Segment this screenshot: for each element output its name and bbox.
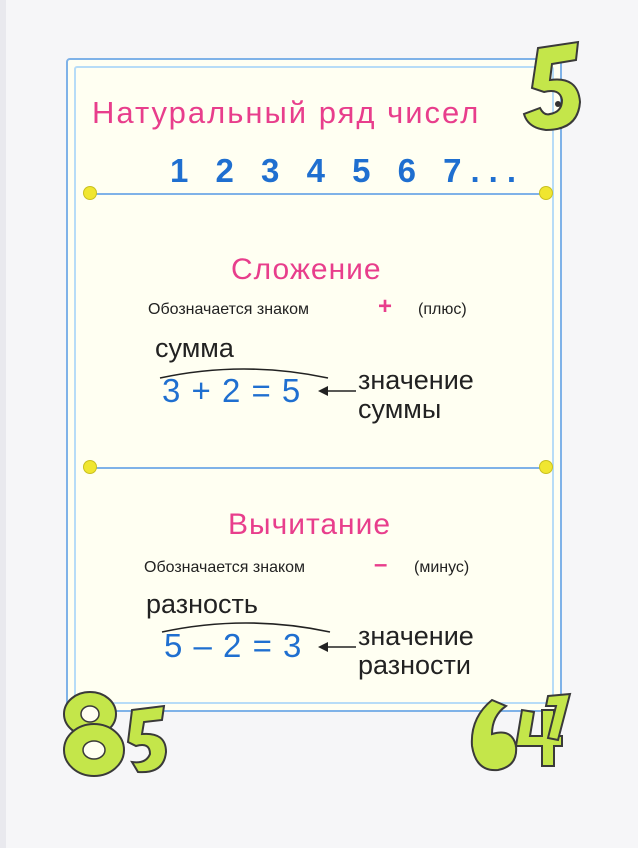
difference-label: разность: [146, 589, 258, 619]
number-8-mascot-icon: [46, 680, 176, 780]
subtraction-value-label-1: значение: [358, 621, 474, 651]
number-5-mascot-icon: [518, 38, 590, 138]
subtraction-value-label-2: разности: [358, 650, 471, 680]
divider-dot-left: [84, 187, 96, 199]
divider-middle: [90, 467, 545, 469]
addition-arrow-icon: [318, 384, 358, 398]
minus-sign-name: (минус): [414, 559, 470, 576]
addition-denoted-by: Обозначается знаком: [148, 301, 310, 318]
addition-title: Сложение: [231, 253, 382, 286]
divider-dot-right-2: [540, 461, 552, 473]
sum-label: сумма: [155, 333, 234, 363]
page-edge: [0, 0, 6, 848]
divider-dot-left-2: [84, 461, 96, 473]
divider-dot-right: [540, 187, 552, 199]
number-647-mascot-icon: [462, 690, 572, 780]
subtraction-arrow-icon: [318, 640, 358, 654]
subtraction-expression: 5 – 2 = 3: [164, 627, 303, 664]
addition-value-label-1: значение: [358, 365, 474, 395]
subtraction-title: Вычитание: [228, 508, 392, 541]
addition-value-label-2: суммы: [358, 394, 442, 424]
minus-sign: –: [374, 551, 388, 578]
plus-sign: +: [378, 293, 393, 320]
divider-top: [90, 193, 545, 195]
page-title: Натуральный ряд чисел: [92, 95, 481, 130]
number-sequence: 1 2 3 4 5 6 7...: [170, 152, 525, 189]
addition-expression: 3 + 2 = 5: [162, 372, 302, 409]
subtraction-denoted-by: Обозначается знаком: [144, 559, 306, 576]
plus-sign-name: (плюс): [418, 301, 467, 318]
